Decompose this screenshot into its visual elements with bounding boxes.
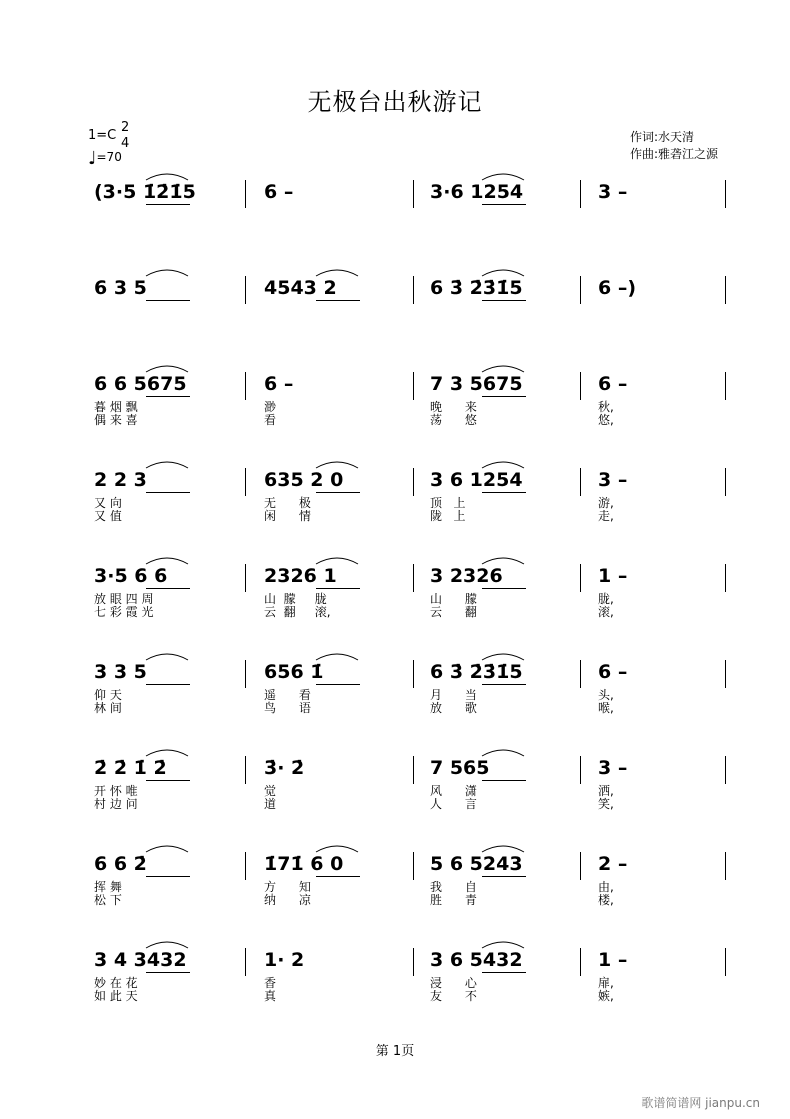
- measure-notes: 1̇71̇ 6 0: [264, 853, 344, 875]
- slur-arc: [314, 843, 360, 853]
- lyric-line: 人 言: [430, 797, 477, 811]
- slur-arc: [480, 843, 526, 853]
- beam-line: [146, 684, 190, 685]
- slur-arc: [144, 843, 190, 853]
- time-signature: [121, 120, 129, 152]
- measure-notes: 3 –: [598, 469, 628, 491]
- tempo-marking: [88, 148, 122, 169]
- lyric-line: 胜 青: [430, 893, 477, 907]
- barline: [580, 180, 581, 208]
- lyric-line: 滚,: [598, 605, 614, 619]
- barline: [245, 180, 246, 208]
- barline: [580, 756, 581, 784]
- barline: [413, 180, 414, 208]
- slur-arc: [480, 555, 526, 565]
- slur-arc: [144, 459, 190, 469]
- measure-notes: 3 –: [598, 757, 628, 779]
- lyric-line: 嫉,: [598, 989, 614, 1003]
- measure-notes: 1 –: [598, 949, 628, 971]
- beam-line: [146, 300, 190, 301]
- lyric-line: 喉,: [598, 701, 614, 715]
- beam-line: [146, 876, 190, 877]
- measure-notes: 1 –: [598, 565, 628, 587]
- slur-arc: [480, 459, 526, 469]
- lyric-line: 悠,: [598, 413, 614, 427]
- barline: [725, 948, 726, 976]
- beam-line: [146, 204, 190, 205]
- slur-arc: [314, 555, 360, 565]
- barline: [245, 852, 246, 880]
- lyric-line: 由,: [598, 880, 614, 894]
- beam-line: [482, 588, 526, 589]
- lyric-line: 妙 在 花: [94, 976, 138, 990]
- beam-line: [482, 684, 526, 685]
- barline: [245, 372, 246, 400]
- score-row: [0, 180, 790, 240]
- barline: [245, 756, 246, 784]
- lyric-line: 道: [264, 797, 277, 811]
- beam-line: [482, 396, 526, 397]
- page-number: 第 1页: [375, 1044, 415, 1059]
- lyric-line: 月 当: [430, 688, 477, 702]
- slur-arc: [314, 267, 360, 277]
- song-title: 无极台出秋游记: [307, 88, 483, 116]
- measure-notes: 3 6 1254: [430, 469, 523, 491]
- measure-notes: 2̇ 2̇ 1̇ 2̇: [94, 757, 167, 779]
- barline: [580, 564, 581, 592]
- barline: [245, 276, 246, 304]
- barline: [580, 948, 581, 976]
- lyric-line: 闲 情: [264, 509, 311, 523]
- barline: [725, 468, 726, 496]
- beam-line: [482, 780, 526, 781]
- lyric-line: 真: [264, 989, 277, 1003]
- lyric-line: 头,: [598, 688, 614, 702]
- lyric-line: 渺: [264, 400, 277, 414]
- measure-notes: 6 –: [264, 373, 294, 395]
- lyric-line: 仰 天: [94, 688, 122, 702]
- slur-arc: [144, 555, 190, 565]
- lyric-line: 顶 上: [430, 496, 466, 510]
- lyricist-credit: 作词:水天清: [630, 130, 695, 144]
- beam-line: [146, 396, 190, 397]
- measure-notes: 656 1̇: [264, 661, 324, 683]
- score-row: [0, 852, 790, 912]
- measure-notes: 3 2326: [430, 565, 503, 587]
- slur-arc: [144, 171, 190, 181]
- beam-line: [146, 492, 190, 493]
- beam-line: [316, 492, 360, 493]
- time-signature-bottom: 4: [121, 136, 130, 151]
- barline: [245, 564, 246, 592]
- lyric-line: 秋,: [598, 400, 614, 414]
- time-signature-top: 2: [121, 120, 130, 135]
- barline: [413, 756, 414, 784]
- measure-notes: 3·6 1254: [430, 181, 524, 203]
- barline: [245, 660, 246, 688]
- slur-arc: [144, 939, 190, 949]
- lyric-line: 纳 凉: [264, 893, 311, 907]
- barline: [245, 948, 246, 976]
- measure-notes: 4543 2: [264, 277, 337, 299]
- slur-arc: [314, 651, 360, 661]
- lyric-line: 浸 心: [430, 976, 477, 990]
- watermark: 歌谱简谱网 jianpu.cn: [641, 1096, 760, 1110]
- measure-notes: (3·5 1̇2̇1̇5: [94, 181, 196, 203]
- measure-notes: 3̇· 2̇: [264, 757, 305, 779]
- slur-arc: [480, 363, 526, 373]
- measure-notes: 6 3̇ 2̇3̇1̇5: [430, 661, 523, 683]
- barline: [725, 660, 726, 688]
- barline: [413, 852, 414, 880]
- slur-arc: [144, 651, 190, 661]
- measure-notes: 6 –): [598, 277, 637, 299]
- beam-line: [482, 972, 526, 973]
- barline: [580, 660, 581, 688]
- score-row: [0, 564, 790, 624]
- lyric-line: 七 彩 霞 光: [94, 605, 154, 619]
- lyric-line: 无 极: [264, 496, 311, 510]
- measure-notes: 3 3 5: [94, 661, 147, 683]
- measure-notes: 6 6 5675: [94, 373, 187, 395]
- measure-notes: 3·5 6 6: [94, 565, 168, 587]
- barline: [580, 468, 581, 496]
- lyric-line: 风 潇: [430, 784, 477, 798]
- lyric-line: 晚 来: [430, 400, 477, 414]
- lyric-line: 林 间: [94, 701, 122, 715]
- lyric-line: 村 边 问: [94, 797, 138, 811]
- barline: [413, 372, 414, 400]
- score-row: [0, 468, 790, 528]
- lyric-line: 放 眼 四 周: [94, 592, 154, 606]
- measure-notes: 2 –: [598, 853, 628, 875]
- lyric-line: 放 歌: [430, 701, 477, 715]
- beam-line: [316, 684, 360, 685]
- slur-arc: [480, 939, 526, 949]
- barline: [413, 468, 414, 496]
- measure-notes: 635 2 0: [264, 469, 344, 491]
- beam-line: [482, 204, 526, 205]
- beam-line: [482, 492, 526, 493]
- measure-notes: 3 –: [598, 181, 628, 203]
- lyric-line: 洒,: [598, 784, 614, 798]
- lyric-line: 荡 悠: [430, 413, 477, 427]
- measure-notes: 1· 2: [264, 949, 305, 971]
- beam-line: [146, 588, 190, 589]
- barline: [413, 564, 414, 592]
- slur-arc: [144, 267, 190, 277]
- lyric-line: 我 自: [430, 880, 477, 894]
- barline: [725, 276, 726, 304]
- measure-notes: 6 3 5: [94, 277, 147, 299]
- beam-line: [316, 588, 360, 589]
- barline: [580, 852, 581, 880]
- lyric-line: 友 不: [430, 989, 477, 1003]
- barline: [580, 276, 581, 304]
- lyric-line: 又 向: [94, 496, 122, 510]
- lyric-line: 鸟 语: [264, 701, 311, 715]
- lyric-line: 偶 来 喜: [94, 413, 138, 427]
- lyric-line: 游,: [598, 496, 614, 510]
- score-row: [0, 372, 790, 432]
- lyric-line: 楼,: [598, 893, 614, 907]
- barline: [725, 756, 726, 784]
- barline: [413, 660, 414, 688]
- tempo-value: =70: [96, 150, 122, 164]
- measure-notes: 2326 1: [264, 565, 337, 587]
- barline: [725, 372, 726, 400]
- slur-arc: [144, 747, 190, 757]
- lyric-line: 扉,: [598, 976, 614, 990]
- slur-arc: [144, 363, 190, 373]
- measure-notes: 6 6 2̇: [94, 853, 147, 875]
- lyric-line: 笑,: [598, 797, 614, 811]
- lyric-line: 云 翻: [430, 605, 477, 619]
- slur-arc: [480, 267, 526, 277]
- score-row: [0, 756, 790, 816]
- beam-line: [316, 876, 360, 877]
- lyric-line: 云 翻 滚,: [264, 605, 331, 619]
- lyric-line: 挥 舞: [94, 880, 122, 894]
- barline: [245, 468, 246, 496]
- measure-notes: 6 –: [598, 373, 628, 395]
- score-row: [0, 276, 790, 336]
- slur-arc: [314, 459, 360, 469]
- lyric-line: 觉: [264, 784, 277, 798]
- lyric-line: 看: [264, 413, 277, 427]
- lyric-line: 如 此 天: [94, 989, 138, 1003]
- beam-line: [482, 876, 526, 877]
- lyric-line: 香: [264, 976, 277, 990]
- measure-notes: 6 –: [598, 661, 628, 683]
- slur-arc: [480, 747, 526, 757]
- lyric-line: 方 知: [264, 880, 311, 894]
- lyric-line: 走,: [598, 509, 614, 523]
- score-row: [0, 948, 790, 1008]
- lyric-line: 松 下: [94, 893, 122, 907]
- lyric-line: 暮 烟 飘: [94, 400, 138, 414]
- measure-notes: 6 3̇ 2̇3̇1̇5: [430, 277, 523, 299]
- lyric-line: 山 朦: [430, 592, 477, 606]
- measure-notes: 3 6 5432: [430, 949, 523, 971]
- measure-notes: 5 6 5243: [430, 853, 523, 875]
- quarter-note-icon: ♩: [88, 148, 97, 169]
- measure-notes: 7 3 5675: [430, 373, 523, 395]
- measure-notes: 7 565: [430, 757, 490, 779]
- key-signature: 1=C: [88, 128, 117, 143]
- lyric-line: 胧,: [598, 592, 614, 606]
- barline: [725, 852, 726, 880]
- beam-line: [146, 972, 190, 973]
- score-row: [0, 660, 790, 720]
- composer-credit: 作曲:雅砻江之源: [630, 147, 719, 161]
- beam-line: [146, 780, 190, 781]
- barline: [413, 276, 414, 304]
- measure-notes: 6 –: [264, 181, 294, 203]
- lyric-line: 山 朦 胧: [264, 592, 327, 606]
- beam-line: [482, 300, 526, 301]
- slur-arc: [480, 171, 526, 181]
- measure-notes: 3 4 3432: [94, 949, 187, 971]
- slur-arc: [480, 651, 526, 661]
- lyric-line: 又 值: [94, 509, 122, 523]
- barline: [580, 372, 581, 400]
- barline: [725, 180, 726, 208]
- lyric-line: 遥 看: [264, 688, 311, 702]
- lyric-line: 开 怀 唯: [94, 784, 138, 798]
- lyric-line: 陇 上: [430, 509, 466, 523]
- beam-line: [316, 300, 360, 301]
- barline: [725, 564, 726, 592]
- barline: [413, 948, 414, 976]
- measure-notes: 2 2 3: [94, 469, 147, 491]
